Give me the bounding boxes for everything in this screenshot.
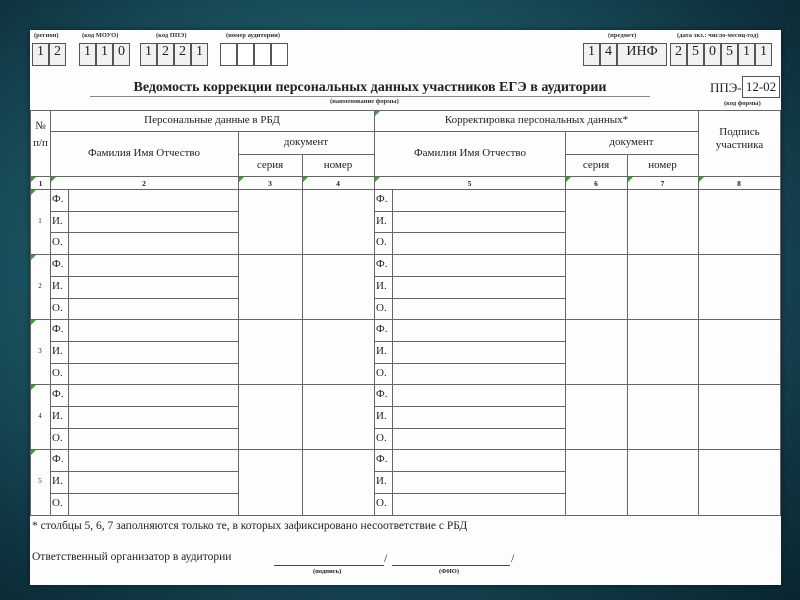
date-digit: 1 bbox=[755, 43, 772, 66]
ppe-digit: 1 bbox=[140, 43, 157, 66]
subject-digit: 1 bbox=[583, 43, 600, 66]
slash: / bbox=[511, 551, 515, 565]
rbd-fio-letter: Ф. bbox=[52, 453, 64, 465]
row-number: 3 bbox=[38, 347, 42, 355]
corr-fio-letter: И. bbox=[376, 410, 387, 422]
rbd-fio-field bbox=[69, 450, 238, 470]
auditorium-digit[interactable] bbox=[237, 43, 254, 66]
date-digit: 0 bbox=[704, 43, 721, 66]
region-label: (регион) bbox=[34, 32, 59, 39]
col-number: 6 bbox=[594, 179, 598, 188]
correction-fio-header: Фамилия Имя Отчество bbox=[413, 147, 527, 159]
rbd-fio-letter: Ф. bbox=[52, 193, 64, 205]
rbd-fio-field bbox=[69, 190, 238, 210]
rbd-fio-field bbox=[69, 364, 238, 384]
corr-fio-letter: Ф. bbox=[376, 388, 388, 400]
row-number: 4 bbox=[38, 412, 42, 420]
rbd-fio-letter: Ф. bbox=[52, 323, 64, 335]
correction-fio-field[interactable] bbox=[393, 212, 565, 232]
rbd-fio-field bbox=[69, 429, 238, 449]
corr-fio-letter: О. bbox=[376, 497, 387, 509]
mouo-digit: 1 bbox=[79, 43, 96, 66]
fio-line[interactable] bbox=[392, 565, 510, 566]
col-number: 3 bbox=[268, 179, 272, 188]
rbd-fio-field bbox=[69, 342, 238, 362]
form-title: Ведомость коррекции персональных данных участников ЕГЭ в аудитории bbox=[133, 80, 607, 95]
ppe-label: (код ППЭ) bbox=[156, 32, 187, 39]
col-num-header: № п/п bbox=[33, 120, 48, 149]
corr-fio-letter: О. bbox=[376, 367, 387, 379]
col-number: 1 bbox=[38, 179, 43, 188]
corr-fio-letter: Ф. bbox=[376, 258, 388, 270]
row-number: 1 bbox=[38, 217, 42, 225]
col-number: 2 bbox=[142, 179, 146, 188]
auditorium-digit[interactable] bbox=[254, 43, 271, 66]
auditorium-label: (номер аудитории) bbox=[226, 32, 281, 39]
corr-fio-letter: И. bbox=[376, 345, 387, 357]
corr-fio-letter: Ф. bbox=[376, 323, 388, 335]
corr-fio-letter: И. bbox=[376, 215, 387, 227]
correction-fio-field[interactable] bbox=[393, 190, 565, 210]
footnote: * столбцы 5, 6, 7 заполняются только те, в которых зафиксировано несоответствие с РБД bbox=[32, 520, 468, 532]
signature-line[interactable] bbox=[274, 565, 384, 566]
form-code-caption: (код формы) bbox=[724, 100, 761, 107]
region-digit: 2 bbox=[49, 43, 66, 66]
rbd-fio-letter: О. bbox=[52, 432, 63, 444]
corr-fio-letter: И. bbox=[376, 475, 387, 487]
rbd-fio-field bbox=[69, 407, 238, 427]
correction-fio-field[interactable] bbox=[393, 277, 565, 297]
subject-name: ИНФ bbox=[617, 43, 667, 66]
corr-fio-letter: О. bbox=[376, 432, 387, 444]
row-number: 2 bbox=[38, 282, 42, 290]
correction-fio-field[interactable] bbox=[393, 450, 565, 470]
col-number: 4 bbox=[336, 179, 340, 188]
ppe-digit: 2 bbox=[174, 43, 191, 66]
slash: / bbox=[384, 551, 388, 565]
corr-fio-letter: Ф. bbox=[376, 453, 388, 465]
form-code-prefix: ППЭ- bbox=[710, 80, 742, 95]
col-number: 7 bbox=[660, 179, 665, 188]
corr-fio-letter: Ф. bbox=[376, 193, 388, 205]
correction-fio-field[interactable] bbox=[393, 364, 565, 384]
rbd-fio-letter: И. bbox=[52, 215, 63, 227]
correction-fio-field[interactable] bbox=[393, 429, 565, 449]
rbd-fio-field bbox=[69, 255, 238, 275]
correction-fio-field[interactable] bbox=[393, 342, 565, 362]
rbd-fio-letter: О. bbox=[52, 367, 63, 379]
col-number: 8 bbox=[737, 179, 741, 188]
sign-caption: (подпись) bbox=[313, 568, 342, 575]
correction-fio-field[interactable] bbox=[393, 299, 565, 319]
subject-digit: 4 bbox=[600, 43, 617, 66]
rbd-fio-field bbox=[69, 299, 238, 319]
rbd-fio-letter: И. bbox=[52, 345, 63, 357]
corr-fio-letter: И. bbox=[376, 280, 387, 292]
correction-fio-field[interactable] bbox=[393, 385, 565, 405]
rbd-group-header: Персональные данные в РБД bbox=[144, 114, 280, 126]
correction-series-header: серия bbox=[582, 159, 610, 171]
signature-header: Подпись участника bbox=[715, 126, 764, 151]
region-digit: 1 bbox=[32, 43, 49, 66]
rbd-fio-letter: Ф. bbox=[52, 388, 64, 400]
correction-document-header: документ bbox=[609, 136, 654, 148]
rbd-fio-letter: О. bbox=[52, 302, 63, 314]
rbd-fio-field bbox=[69, 472, 238, 492]
form-code: 12-02 bbox=[742, 76, 780, 98]
rbd-fio-letter: Ф. bbox=[52, 258, 64, 270]
rbd-fio-field bbox=[69, 494, 238, 514]
rbd-document-header: документ bbox=[283, 136, 329, 148]
correction-fio-field[interactable] bbox=[393, 407, 565, 427]
auditorium-digit[interactable] bbox=[220, 43, 237, 66]
col-number: 5 bbox=[467, 179, 472, 188]
date-digit: 1 bbox=[738, 43, 755, 66]
date-digit: 5 bbox=[721, 43, 738, 66]
rbd-number-header: номер bbox=[323, 159, 353, 171]
rbd-fio-letter: О. bbox=[52, 236, 63, 248]
auditorium-digit[interactable] bbox=[271, 43, 288, 66]
organizer-label: Ответственный организатор в аудитории bbox=[32, 551, 232, 563]
rbd-fio-header: Фамилия Имя Отчество bbox=[87, 147, 201, 159]
correction-fio-field[interactable] bbox=[393, 233, 565, 253]
rbd-fio-field bbox=[69, 233, 238, 253]
row-number: 5 bbox=[38, 477, 42, 485]
correction-number-header: номер bbox=[648, 159, 677, 171]
rbd-fio-field bbox=[69, 385, 238, 405]
rbd-fio-letter: И. bbox=[52, 475, 63, 487]
mouo-digit: 0 bbox=[113, 43, 130, 66]
fio-caption: (ФИО) bbox=[439, 568, 460, 575]
date-label: (дата экз.: число-месяц-год) bbox=[677, 32, 759, 39]
subject-label: (предмет) bbox=[608, 32, 637, 39]
correction-fio-field[interactable] bbox=[393, 255, 565, 275]
correction-fio-field[interactable] bbox=[393, 494, 565, 514]
form-sheet bbox=[30, 30, 781, 585]
rbd-fio-field bbox=[69, 277, 238, 297]
corr-fio-letter: О. bbox=[376, 302, 387, 314]
rbd-fio-letter: О. bbox=[52, 497, 63, 509]
mouo-digit: 1 bbox=[96, 43, 113, 66]
rbd-fio-letter: И. bbox=[52, 280, 63, 292]
rbd-fio-field bbox=[69, 320, 238, 340]
ppe-digit: 2 bbox=[157, 43, 174, 66]
date-digit: 2 bbox=[670, 43, 687, 66]
title-caption: (наименование формы) bbox=[330, 98, 399, 105]
correction-fio-field[interactable] bbox=[393, 472, 565, 492]
correction-fio-field[interactable] bbox=[393, 320, 565, 340]
mouo-label: (код МОУО) bbox=[82, 32, 119, 39]
date-digit: 5 bbox=[687, 43, 704, 66]
corr-fio-letter: О. bbox=[376, 236, 387, 248]
rbd-fio-letter: И. bbox=[52, 410, 63, 422]
ppe-digit: 1 bbox=[191, 43, 208, 66]
correction-group-header: Корректировка персональных данных* bbox=[444, 114, 629, 126]
rbd-fio-field bbox=[69, 212, 238, 232]
rbd-series-header: серия bbox=[256, 159, 284, 171]
